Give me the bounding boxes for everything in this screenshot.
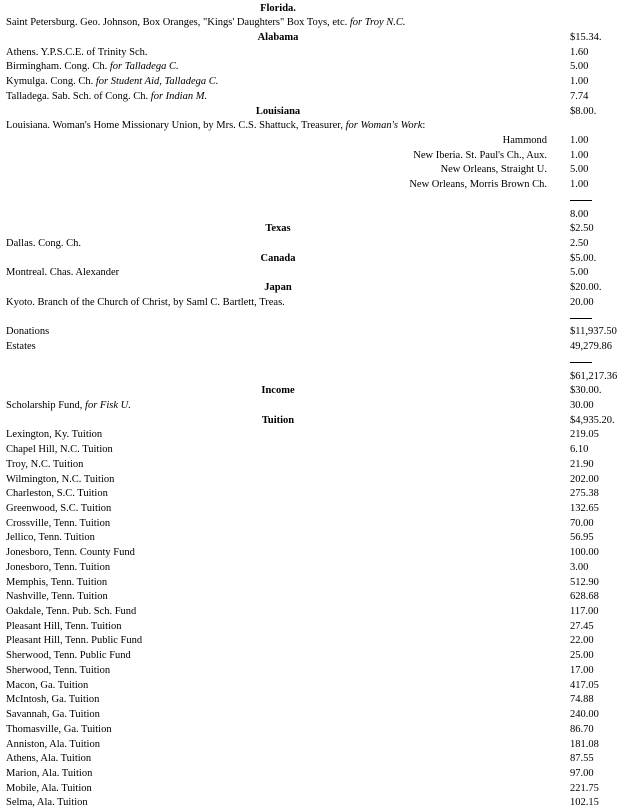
entry-amount: 1.00: [570, 134, 589, 146]
entry-row: [0, 296, 629, 311]
entry-description: Montreal. Chas. Alexander: [6, 267, 120, 279]
entry-amount: 20.00: [570, 296, 594, 308]
entry-designation: for Talladega C.: [109, 61, 179, 73]
entry-amount: $11,937.50: [570, 326, 617, 338]
entry-amount: 86.70: [570, 723, 594, 735]
section-heading: Tuition: [261, 414, 295, 426]
entry-description: Dallas. Cong. Ch.: [6, 238, 81, 250]
entry-amount: 97.00: [570, 767, 594, 779]
entry-designation: for Troy N.C.: [349, 17, 406, 29]
entry-description: Estates: [6, 341, 36, 353]
section-heading: Louisiana: [255, 105, 301, 117]
entry-description: Pleasant Hill, Tenn. Public Fund: [6, 635, 143, 647]
entry-row: [0, 370, 629, 385]
entry-description: Greenwood, S.C. Tuition: [6, 502, 112, 514]
entry-row: [0, 75, 629, 90]
entry-description: Lexington, Ky. Tuition: [6, 429, 103, 441]
entry-row: [0, 723, 629, 738]
entry-amount: 21.90: [570, 458, 594, 470]
entry-description: Troy, N.C. Tuition: [6, 458, 84, 470]
entry-row: [0, 443, 629, 458]
total-rule: [570, 318, 592, 319]
entry-description: Sherwood, Tenn. Public Fund: [6, 650, 131, 662]
section-heading-row: [0, 105, 629, 120]
entry-amount: 70.00: [570, 517, 594, 529]
entry-amount: 8.00: [570, 208, 589, 220]
entry-row: [0, 782, 629, 797]
entry-amount: 74.88: [570, 694, 594, 706]
entry-amount: 275.38: [570, 488, 599, 500]
entry-row: [0, 576, 629, 591]
entry-amount: 30.00: [570, 399, 594, 411]
entry-row: [0, 546, 629, 561]
entry-amount: 27.45: [570, 620, 594, 632]
total-rule-row: [0, 193, 629, 208]
entry-row: [0, 752, 629, 767]
entry-amount: 1.60: [570, 46, 589, 58]
entry-amount: 2.50: [570, 238, 589, 250]
entry-designation: for Indian M.: [150, 90, 208, 102]
entry-amount: 100.00: [570, 547, 599, 559]
entry-amount: 417.05: [570, 679, 599, 691]
entry-description: Jellico, Tenn. Tuition: [6, 532, 95, 544]
entry-amount: 102.15: [570, 797, 599, 809]
entry-description: Memphis, Tenn. Tuition: [6, 576, 108, 588]
entry-description: Thomasville, Ga. Tuition: [6, 723, 112, 735]
entry-amount: 628.68: [570, 591, 599, 603]
total-rule: [570, 200, 592, 201]
entry-amount: 221.75: [570, 782, 599, 794]
entry-description: Kymulga. Cong. Ch. for Student Aid, Talladega C.: [6, 76, 219, 88]
entry-row: [0, 60, 629, 75]
entry-description: Mobile, Ala. Tuition: [6, 782, 92, 794]
entry-row: [0, 517, 629, 532]
sub-entry-row: [0, 178, 629, 193]
entry-row: [0, 473, 629, 488]
sub-entry-label: New Orleans, Morris Brown Ch.: [409, 179, 547, 191]
sub-entry-label: New Iberia. St. Paul's Ch., Aux.: [413, 149, 547, 161]
entry-amount: $20.00.: [570, 282, 602, 294]
entry-description: Wilmington, N.C. Tuition: [6, 473, 115, 485]
entry-designation: for Student Aid, Talladega C.: [95, 76, 219, 88]
entry-amount: 22.00: [570, 635, 594, 647]
entry-amount: 181.08: [570, 738, 599, 750]
entry-description: Athens, Ala. Tuition: [6, 753, 92, 765]
entry-description: Selma, Ala. Tuition: [6, 797, 88, 809]
entry-row: [0, 796, 629, 811]
section-heading-row: [0, 2, 629, 17]
entry-amount: 56.95: [570, 532, 594, 544]
entry-row: [0, 605, 629, 620]
entry-row: [0, 16, 629, 31]
entry-description: Oakdale, Tenn. Pub. Sch. Fund: [6, 606, 137, 618]
entry-amount: 512.90: [570, 576, 599, 588]
entry-description: Macon, Ga. Tuition: [6, 679, 89, 691]
entry-amount: 5.00: [570, 61, 589, 73]
entry-description: Sherwood, Tenn. Tuition: [6, 664, 111, 676]
section-heading-row: [0, 252, 629, 267]
entry-row: [0, 46, 629, 61]
entry-row: [0, 90, 629, 105]
section-heading-row: [0, 414, 629, 429]
total-rule-row: [0, 311, 629, 326]
entry-description: Talladega. Sab. Sch. of Cong. Ch. for Indian M.: [6, 90, 208, 102]
section-heading-row: [0, 281, 629, 296]
entry-row: [0, 634, 629, 649]
entry-amount: 7.74: [570, 90, 589, 102]
entry-amount: 17.00: [570, 664, 594, 676]
entry-description: Louisiana. Woman's Home Missionary Union, by Mrs. C.S. Shattuck, Treasurer, for Woman's Work:: [6, 120, 426, 132]
entry-row: [0, 119, 629, 134]
entry-row: [0, 590, 629, 605]
sub-entry-label: Hammond: [502, 134, 547, 146]
section-heading: Alabama: [257, 31, 299, 43]
entry-amount: $4,935.20.: [570, 414, 615, 426]
entry-amount: $61,217.36: [570, 370, 618, 382]
entry-amount: 87.55: [570, 753, 594, 765]
entry-description: Jonesboro, Tenn. Tuition: [6, 561, 111, 573]
entry-amount: $15.34.: [570, 31, 602, 43]
entry-row: [0, 679, 629, 694]
sub-entry-label: New Orleans, Straight U.: [440, 164, 547, 176]
section-heading: Texas: [265, 223, 291, 235]
entry-amount: 1.00: [570, 179, 589, 191]
entry-amount: 1.00: [570, 149, 589, 161]
section-heading: Canada: [260, 252, 296, 264]
section-heading: Income: [261, 385, 295, 397]
entry-amount: 240.00: [570, 709, 599, 721]
entry-description: Donations: [6, 326, 50, 338]
entry-description: Chapel Hill, N.C. Tuition: [6, 444, 113, 456]
entry-description: Crossville, Tenn. Tuition: [6, 517, 111, 529]
entry-amount: 5.00: [570, 267, 589, 279]
entry-description: Kyoto. Branch of the Church of Christ, by Saml C. Bartlett, Treas.: [6, 296, 285, 308]
section-heading: Japan: [264, 282, 292, 294]
entry-amount: $8.00.: [570, 105, 597, 117]
entry-description: Saint Petersburg. Geo. Johnson, Box Oranges, "Kings' Daughters" Box Toys, etc. for Troy N.C.: [6, 17, 406, 29]
entry-row: [0, 561, 629, 576]
entry-amount: 25.00: [570, 650, 594, 662]
section-heading-row: [0, 384, 629, 399]
entry-row: [0, 340, 629, 355]
entry-designation: for Fisk U.: [85, 399, 131, 411]
entry-row: [0, 325, 629, 340]
entry-row: [0, 531, 629, 546]
total-rule: [570, 362, 592, 363]
entry-designation: for Woman's Work: [345, 120, 423, 132]
entry-description: Nashville, Tenn. Tuition: [6, 591, 108, 603]
total-rule-row: [0, 355, 629, 370]
entry-row: [0, 237, 629, 252]
entry-row: [0, 708, 629, 723]
entry-row: [0, 208, 629, 223]
entry-description: Anniston, Ala. Tuition: [6, 738, 100, 750]
entry-row: [0, 487, 629, 502]
entry-amount: 132.65: [570, 502, 599, 514]
section-heading-row: [0, 31, 629, 46]
entry-row: [0, 649, 629, 664]
entry-description: Athens. Y.P.S.C.E. of Trinity Sch.: [6, 46, 148, 58]
entry-row: [0, 738, 629, 753]
entry-amount: 49,279.86: [570, 341, 612, 353]
entry-row: [0, 502, 629, 517]
sub-entry-row: [0, 134, 629, 149]
entry-amount: 219.05: [570, 429, 599, 441]
sub-entry-row: [0, 149, 629, 164]
entry-row: [0, 664, 629, 679]
entry-row: [0, 458, 629, 473]
entry-amount: 1.00: [570, 76, 589, 88]
entry-amount: 6.10: [570, 444, 589, 456]
entry-amount: 117.00: [570, 606, 599, 618]
entry-description: Jonesboro, Tenn. County Fund: [6, 547, 135, 559]
entry-row: [0, 428, 629, 443]
entry-row: [0, 266, 629, 281]
section-heading: Florida.: [260, 2, 296, 14]
entry-amount: $5.00.: [570, 252, 597, 264]
entry-description: Marion, Ala. Tuition: [6, 767, 93, 779]
sub-entry-row: [0, 163, 629, 178]
entry-description: Birmingham. Cong. Ch. for Talladega C.: [6, 61, 179, 73]
entry-amount: 3.00: [570, 561, 589, 573]
entry-description: Savannah, Ga. Tuition: [6, 709, 100, 721]
entry-row: [0, 399, 629, 414]
entry-row: [0, 693, 629, 708]
entry-amount: $30.00.: [570, 385, 602, 397]
entry-description: McIntosh, Ga. Tuition: [6, 694, 100, 706]
section-heading-row: [0, 222, 629, 237]
entry-description: Charleston, S.C. Tuition: [6, 488, 108, 500]
entry-description: Scholarship Fund, for Fisk U.: [6, 399, 131, 411]
entry-row: [0, 767, 629, 782]
entry-amount: 5.00: [570, 164, 589, 176]
entry-row: [0, 620, 629, 635]
entry-amount: $2.50: [570, 223, 594, 235]
entry-amount: 202.00: [570, 473, 599, 485]
entry-description: Pleasant Hill, Tenn. Tuition: [6, 620, 122, 632]
